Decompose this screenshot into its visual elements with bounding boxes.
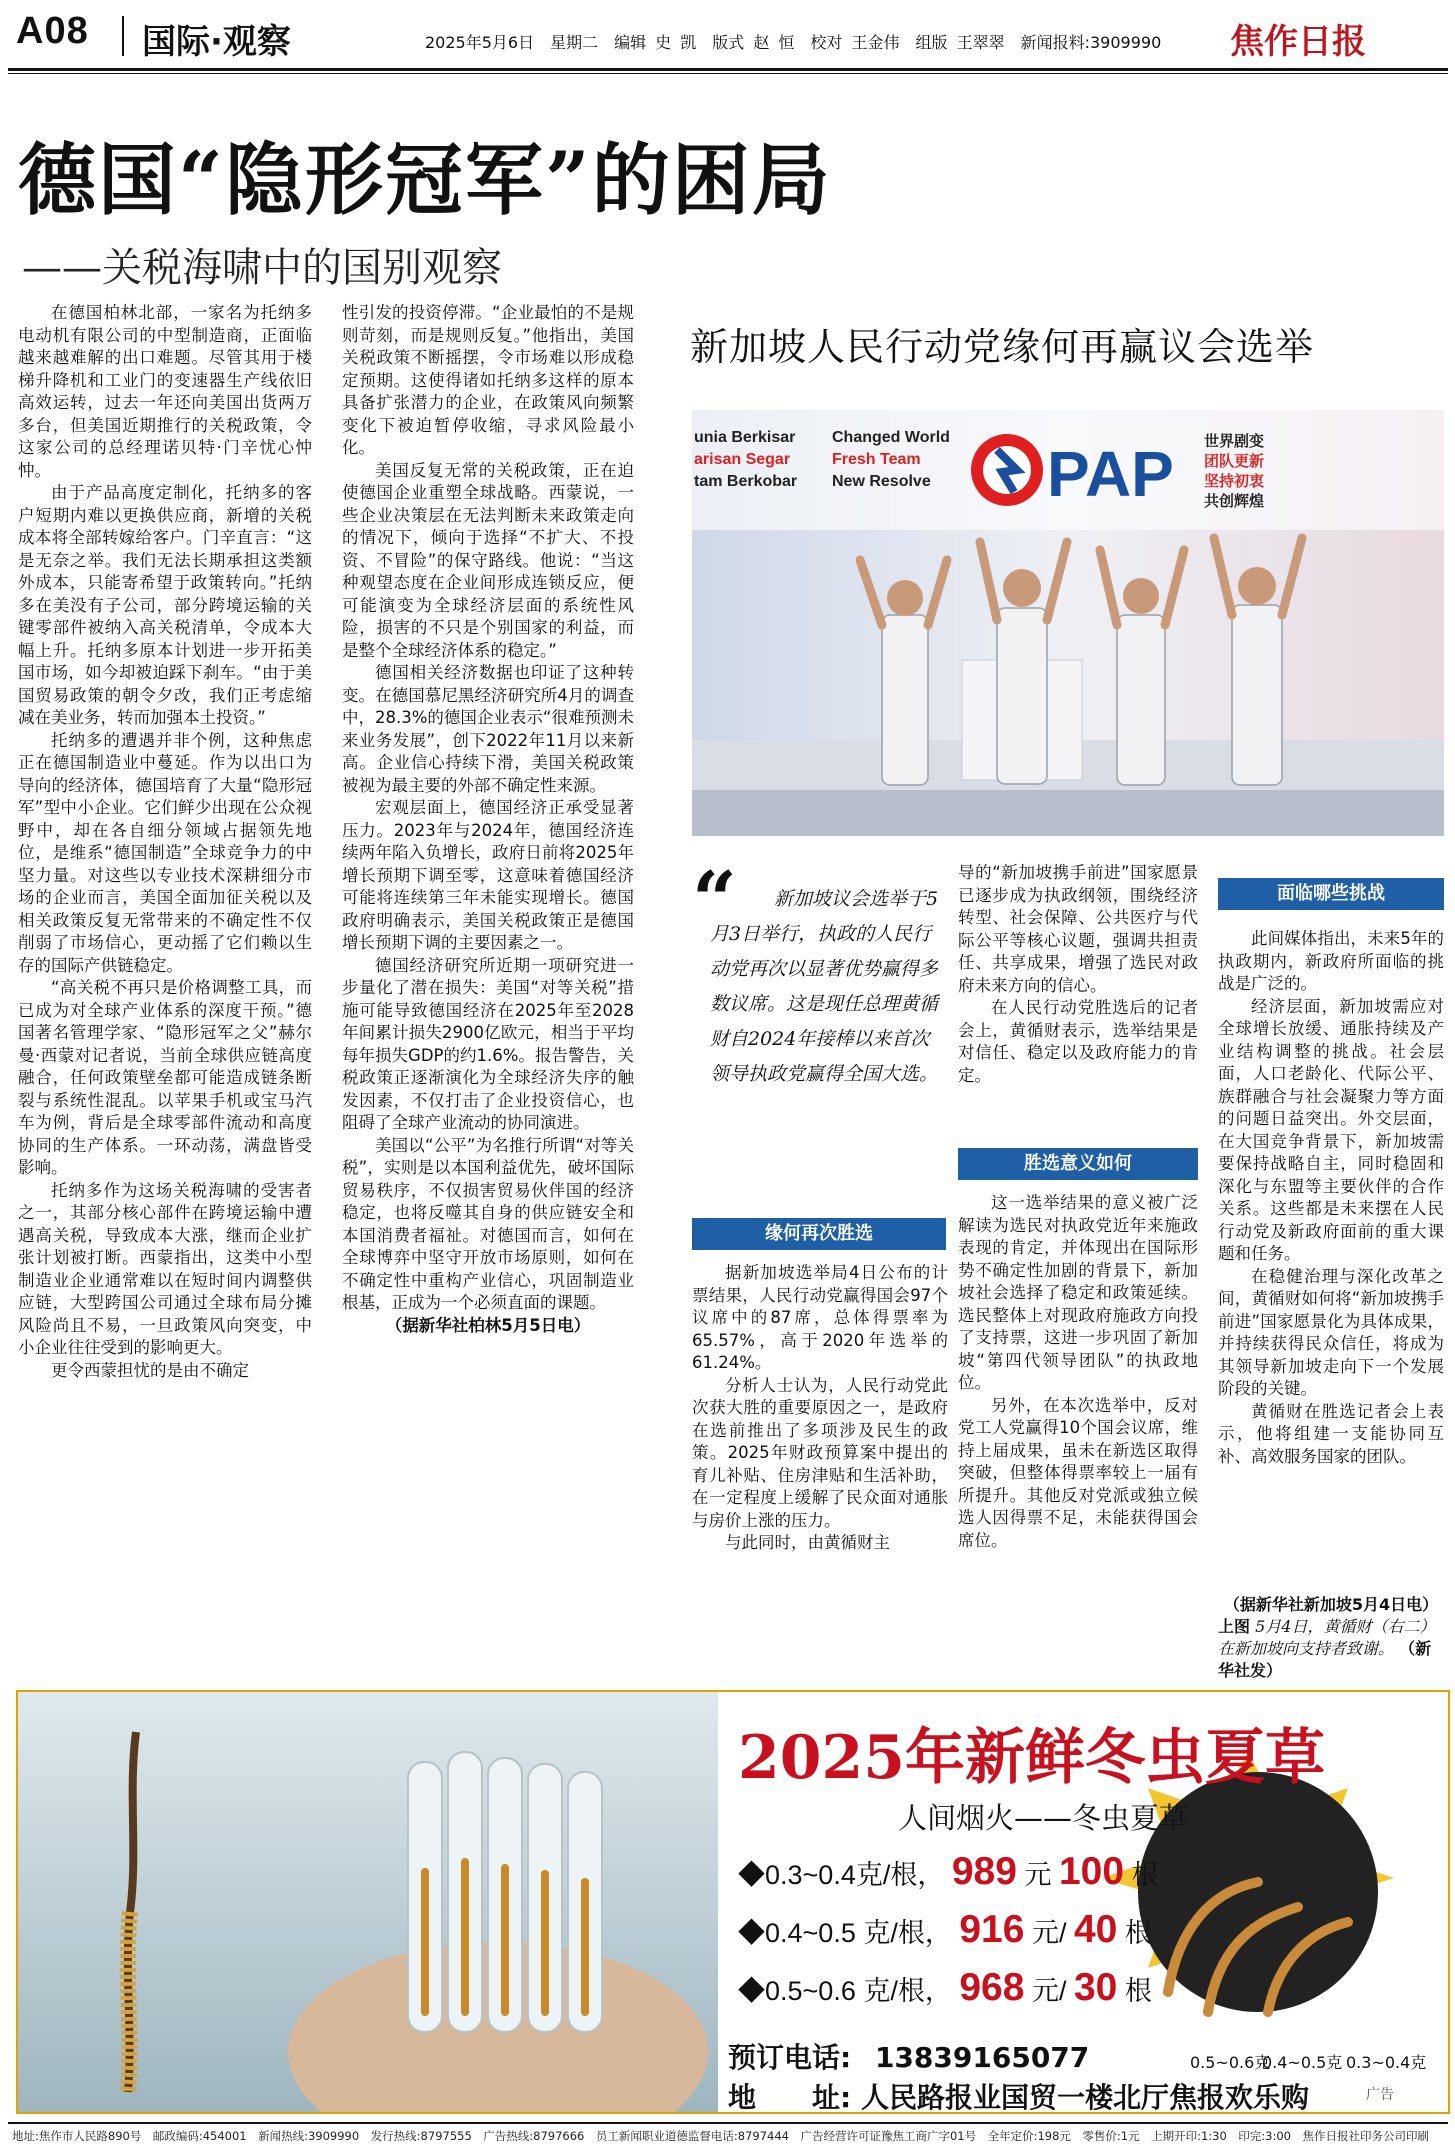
header-rule-thin [8,73,1448,74]
germany-article-column-2 [342,302,634,1678]
newspaper-logo: 焦作日报 [1230,22,1366,62]
paragraph: 导的“新加坡携手前进”国家愿景已逐步成为执政纲领，围绕经济转型、社会保障、公共医疗与代际公平等核心议题，强调共担责任、共享成果，增强了选民对政府未来方向的信心。 [958,863,1198,995]
size-label: 0.4~0.5克 [1262,2053,1343,2072]
pull-quote [692,855,948,1180]
photo-text-english: Changed World [832,429,950,446]
singapore-article-column-3 [1218,928,1444,1578]
price-qty-unit: 根 [1124,1976,1152,2006]
price-line [738,1966,1152,2010]
section-name: 国际·观察 [142,22,291,62]
paragraph: 与此同时，由黄循财主 [725,1533,890,1552]
price-spec: ◆0.5~0.6 克/根， [738,1976,952,2006]
germany-article-column-1 [18,302,312,1678]
price-amount: 968 [959,1966,1025,2009]
ad-address [728,2076,1309,2114]
price-amount: 916 [959,1908,1025,1951]
price-spec: ◆0.3~0.4克/根， [738,1860,945,1890]
price-qty-unit: 根 [1131,1860,1159,1890]
phone-number: 13839165077 [874,2041,1090,2074]
size-label: 0.5~0.6克 [1190,2053,1271,2072]
subhead-challenges: 面临哪些挑战 [1218,878,1444,910]
footer-info: 地址:焦作市人民路890号 邮政编码:454001 新闻热线:3909990 发行热线:8797555 广告热线:8797666 员工新闻职业道德监督电话:8797444 广告经营许可证豫焦工商广字01号 全年定价:198元 零售价:1元 上期开印:1:30 印完:3:00 焦作日报社印务公司印刷 [12,2129,1429,2143]
page-number: A08 [16,10,89,52]
paragraph: 更令西蒙担忧的是由不确定 [51,1360,249,1380]
ad-title: 2025年新鲜冬虫夏草 [738,1723,1325,1793]
caption-credit: （新华社发） [1218,1639,1432,1680]
photo-text-english: New Resolve [832,473,931,490]
price-line [738,1850,1159,1894]
paragraph: 此间媒体指出，未来5年的执政期内，新政府所面临的挑战是广泛的。 [1218,929,1444,993]
size-label: 0.3~0.4克 [1346,2053,1427,2072]
price-qty: 40 [1073,1908,1118,1951]
paragraph: 性引发的投资停滞。“企业最怕的不是规则苛刻，而是规则反复。”他指出，美国关税政策不断摇摆，令市场难以形成稳定预期。这使得诸如托纳多这样的原本具备扩张潜力的企业，在政策风向频繁变化下被迫暂停收缩，寻求风险最小化。 [342,303,634,457]
price-unit: 元/ [1031,1918,1067,1948]
pull-quote-text: 新加坡议会选举于5月3日举行，执政的人民行动党再次以显著优势赢得多数议席。这是现任总理黄循财自2024年接棒以来首次领导执政党赢得全国大选。 [710,888,939,1085]
paragraph: 德国经济研究所近期一项研究进一步量化了潜在损失：美国“对等关税”措施可能导致德国经济在2025年至2028年间累计损失2900亿欧元，相当于平均每年损失GDP的约1.6%。报告警告，关税政策正逐渐演化为全球经济失序的触发因素，不仅打击了企业投资信心，也阻碍了全球产业流动的协同演进。 [342,955,634,1132]
masthead [0,0,1455,70]
pap-logo-text: PAP [1047,438,1174,510]
photo-text-malay: tam Berkobar [694,473,798,490]
paragraph: 美国反复无常的关税政策，正在迫使德国企业重塑全球战略。西蒙说，一些企业决策层在无法判断未来政策走向的情况下，倾向于选择“不扩大、不投资、不冒险”的保守路线。他说：“当这种观望态度在企业间形成连锁反应，便可能演变为全球经济层面的系统性风险，损害的不只是个别国家的利益，而是整个全球经济体系的稳定。” [342,460,634,660]
paragraph: 经济层面，新加坡需应对全球增长放缓、通胀持续及产业结构调整的挑战。社会层面，人口老龄化、代际公平、族群融合与社会凝聚力等方面的问题日益突出。外交层面，在大国竞争背景下，新加坡需要保持战略自主，同时稳固和深化与东盟等主要伙伴的合作关系。这些都是未来摆在人民行动党及新政府面前的重大课题和任务。 [1218,996,1444,1263]
footer-rule [8,2122,1448,2124]
paragraph: “高关税不再只是价格调整工具，而已成为对全球产业体系的深度干预。”德国著名管理学家、“隐形冠军之父”赫尔曼·西蒙对记者说，当前全球供应链高度融合，任何政策壁垒都可能造成链条断裂与系统性混乱。以苹果手机或宝马汽车为例，背后是全球零部件流动和高度协同的生产体系。一环动荡，满盘皆受影响。 [18,978,312,1177]
header-divider [122,16,124,56]
address-label: 地 址: [728,2081,852,2114]
ad-subtitle: 人间烟火——冬虫夏草 [898,1801,1189,1835]
price-amount: 989 [951,1850,1017,1893]
paragraph: 黄循财在胜选记者会上表示，他将组建一支能协同互补、高效服务国家的团队。 [1218,1401,1444,1466]
photo-text-english: Fresh Team [832,451,921,468]
article-source: （据新华社新加坡5月4日电） [1223,1595,1439,1614]
price-unit: 元 [1024,1860,1052,1890]
price-qty-unit: 根 [1124,1918,1152,1948]
price-unit: 元/ [1031,1976,1067,2006]
issue-meta: 2025年5月6日 星期二 编辑 史 凯 版式 赵 恒 校对 王金伟 组版 王翠翠 新闻报料:3909990 [425,33,1162,52]
photo-text-chinese: 共创辉煌 [1204,492,1265,510]
paragraph: 托纳多的遭遇并非个例，这种焦虑正在德国制造业中蔓延。作为以出口为导向的经济体，德国培育了大量“隐形冠军”型中小企业。它们鲜少出现在公众视野中，却在各自细分领域占据领先地位，是维系“德国制造”全球竞争力的中坚力量。对这些以专业技术深耕细分市场的企业而言，美国全面加征关税以及相关政策反复无常带来的不确定性不仅削弱了市场信心，更动摇了它们赖以生存的国际产供链稳定。 [18,730,312,975]
article-source: （据新华社柏林5月5日电） [385,1315,591,1335]
paragraph: 在人民行动党胜选后的记者会上，黄循财表示，选举结果是对信任、稳定以及政府能力的肯定。 [958,998,1198,1085]
address-text: 人民路报业国贸一楼北厅焦报欢乐购 [860,2081,1309,2114]
pap-rally-photo [692,410,1444,836]
news-photo [692,410,1444,836]
singapore-article-column-2a [958,862,1198,1134]
paragraph: 另外，在本次选举中，反对党工人党赢得10个国会议席，维持上届成果，虽未在新选区取得突破，但整体得票率较上一届有所提升。其他反对党派或独立候选人因得票不足，未能获得国会席位。 [958,1395,1198,1550]
ad-tag: 广告 [1366,2087,1394,2103]
photo-text-chinese: 坚持初衷 [1204,472,1265,490]
paragraph: 这一选举结果的意义被广泛解读为选民对执政党近年来施政表现的肯定，并体现出在国际形势不确定性加剧的背景下，新加坡社会选择了稳定和政策延续。选民整体上对现政府施政方向投了支持票，这进一步巩固了新加坡“第四代领导团队”的执政地位。 [958,1193,1198,1392]
phone-label: 预订电话: [728,2041,852,2074]
paragraph: 德国相关经济数据也印证了这种转变。在德国慕尼黑经济研究所4月的调查中，28.3%的德国企业表示“很难预测未来业务发展”，创下2022年11月以来新高。企业信心持续下滑，美国关税政策被视为最主要的外部不确定性来源。 [342,663,634,795]
price-spec: ◆0.4~0.5 克/根， [738,1918,952,1948]
photo-caption [1218,1594,1444,1682]
price-line [738,1908,1152,1952]
singapore-article-column-1 [692,1262,948,1678]
paragraph: 据新加坡选举局4日公布的计票结果，人民行动党赢得国会97个议席中的87席，总体得票率为65.57%，高于2020年选举的61.24%。 [692,1263,948,1372]
paragraph: 托纳多作为这场关税海啸的受害者之一，其部分核心部件在跨境运输中遭遇高关税，导致成本大涨，继而企业扩张计划被打断。西蒙指出，这类中小型制造业企业通常难以在短时间内调整供应链，大型跨国公司通过全球布局分摊风险尚且不易，一旦政策风向突变，中小企业往往受到的影响更大。 [18,1180,312,1357]
paragraph: 在德国柏林北部，一家名为托纳多电动机有限公司的中型制造商，正面临越来越难解的出口难题。尽管其用于楼梯升降机和工业门的变速器生产线依旧高效运转，过去一年还向美国出货两万多台，但美国近期推行的关税政策，令这家公司的总经理诺贝特·门辛忧心忡忡。 [18,303,312,480]
headline-subtitle: ——关税海啸中的国别观察 [22,245,502,291]
subhead-why-won: 缘何再次胜选 [692,1218,946,1250]
paragraph: 在稳健治理与深化改革之间，黄循财如何将“新加坡携手前进”国家愿景化为具体成果，并持续获得民众信任，将成为其领导新加坡走向下一个发展阶段的关键。 [1218,1266,1444,1398]
paragraph: 美国以“公平”为名推行所谓“对等关税”，实则是以本国利益优先，破坏国际贸易秩序，不仅损害贸易伙伴国的经济稳定，也将反噬其自身的供应链安全和本国消费者福祉。对德国而言，如何在全球博弈中坚守开放市场原则，如何在不确定性中重构产业信心，巩固制造业根基，正成为一个必须直面的课题。 [342,1135,634,1312]
caption-lead: 上图 [1218,1617,1251,1636]
caption-text: 5月4日，黄循财（右二）在新加坡向支持者致谢。 [1218,1617,1436,1658]
photo-text-chinese: 团队更新 [1204,452,1265,470]
headline: 德国“隐形冠军”的困局 [18,135,832,226]
paragraph: 由于产品高度定制化，托纳多的客户短期内难以更换供应商，新增的关税成本将全部转嫁给客户。门辛直言：“这是无奈之举。我们无法长期承担这类额外成本，只能寄希望于政策转向。”托纳多在美没有子公司，部分跨境运输的关键零部件被纳入高关税清单，令成本大幅上升。托纳多原本计划进一步开拓美国市场，如今却被迫踩下刹车。“由于美国贸易政策的朝令夕改，我们正考虑缩减在美业务，转而加强本土投资。” [18,483,312,727]
photo-text-chinese: 世界剧变 [1204,432,1265,450]
subhead-significance: 胜选意义如何 [958,1148,1198,1180]
price-qty: 100 [1058,1850,1125,1893]
cordyceps-advertisement [16,1690,1450,2114]
price-qty: 30 [1073,1966,1118,2009]
paragraph: 分析人士认为，人民行动党此次获大胜的重要原因之一，是政府在选前推出了多项涉及民生的政策。2025年财政预算案中提出的育儿补贴、住房津贴和生活补助，在一定程度上缓解了民众面对通胀与房价上涨的压力。 [692,1375,948,1530]
singapore-headline: 新加坡人民行动党缘何再赢议会选举 [690,327,1315,369]
header-rule [8,68,1448,71]
photo-text-malay: arisan Segar [694,451,791,468]
photo-text-malay: unia Berkisar [694,429,796,446]
quote-mark-icon: “ [692,855,737,946]
ad-phone [728,2036,1089,2076]
singapore-article-column-2b [958,1192,1198,1678]
paragraph: 宏观层面上，德国经济正承受显著压力。2023年与2024年，德国经济连续两年陷入负增长，政府日前将2025年增长预期下调至零，这意味着德国经济可能将连续第三年未能实现增长。德国政府明确表示，美国关税政策正是德国增长预期下调的主要因素之一。 [342,798,634,952]
